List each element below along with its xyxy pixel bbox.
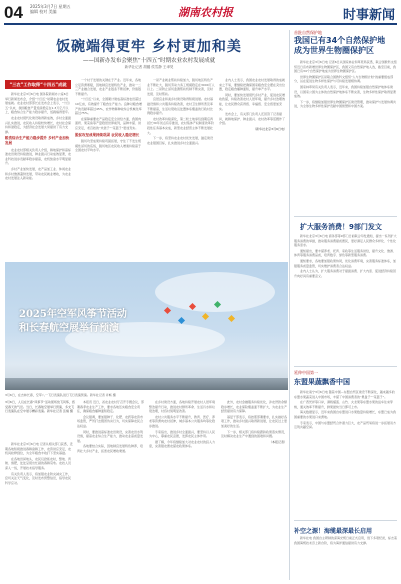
header-rule xyxy=(4,23,397,25)
news-photo xyxy=(5,262,288,390)
lower-article-col-4: 此外，农村金融服务持续优化，涉农贷款余额稳步增长，农业保险覆盖面不断扩大，为农业生产经营提供有力保障。 基层干部表示，将按照部署要求，扎实做好各项工作，推动乡村振兴取得新进展，让农民过上更加美好的生活。 下一步，相关部门将持续跟踪政策落实情况，及时解决农业生产中遇到的困难和问题。 （本报记者） xyxy=(221,400,287,444)
right-headline-3: 东盟果蔬飘香中国 xyxy=(294,378,350,386)
right-headline-1-line-1: 我国已有34个自然保护地 xyxy=(294,36,386,45)
right-article-1: 新华社北京3月6日电 记者6日从国家林业和草原局获悉，联合国教科文组织近日宣布新增世界生物圈保护区，我国又有自然保护地入选，截至目前，我国已有34个自然保护地成为世界生物圈保护区。 世界生物圈保护区是联合国教科文组织“人与生物圈计划”的重要组成部分，旨在促进生物多样性保护与可持续发展相协调。 国家林草局有关负责人表示，近年来，我国持续加强自然保护地体系建设，以国家公园为主体的自然保护地体系不断完善，生物多样性保护取得显著成效。 下一步，将继续加强世界生物圈保护区建设管理，推动保护与发展协调共进，为全球生物多样性保护贡献中国智慧和中国方案。 xyxy=(294,60,397,109)
lower-article-col-2: 本报讯 近日，省农业农村厅召开专题会议，部署春季农业生产工作，要求各地压实粮食安全责任，确保粮食播种面积稳定。 会议强调，要加强种子、化肥、农药等农资市场监管，严厉打击假冒伪劣行为，切实保障农民合法权益。 同时，要推进高标准农田建设，完善农田水利设施，提高农业综合生产能力，推动农业高质量发展。 各地要结合实际，因地制宜发展特色种养，培育壮大乡村产业，拓宽农民增收渠道。 xyxy=(77,400,144,453)
section-head-2: 脱贫攻坚成果持续巩固 农民收入稳定增长 xyxy=(75,132,140,137)
main-article-col-2: 一个村子发展的关键在于产业。近年来，各地立足资源禀赋，因地制宜发展特色产业，推动一二三产业融合发展，农业产业链条不断延伸，价值链不断提升。 “十四五”以来，全国累计建成高标准农田超过10亿亩，有效提升了粮食生产能力。良种对粮食增产的贡献率超过45%，农作物耕种收综合机械化率超过75%。 在保障重要农产品稳定安全供给方面，我国肉蛋奶、果菜鱼等产量稳居世界前列，品种丰富、供应充足，老百姓的“米袋子”“菜篮子”更加充实。 脱贫攻坚成果持续巩固 农民收入稳定增长 脱贫攻坚成果持续巩固拓展，守住了不发生规模性返贫的底线，脱贫地区农民收入增速持续高于全国农村平均水平。 xyxy=(75,78,142,153)
column-divider xyxy=(289,30,290,580)
date-line-1: 2025年3月7日 星期五 xyxy=(30,4,71,9)
right-article-2: 新华社北京3月6日电 商务部等9部门日前联合印发通知，提出一系列扩大服务消费的举措，推动服务消费提质惠民，更好满足人民群众多样化、个性化服务需求。 通知提出，要丰富养老、托育、家政等生活服务供给，提升文化、旅游、体育等服务消费品质，培育数字、绿色等新型服务消费。 通知要求，各地要加强政策协同，优化消费环境，完善服务标准体系，加强服务质量监管，切实维护消费者合法权益。 业内人士认为，扩大服务消费对于提振消费、扩大内需、促进经济持续回升向好具有重要意义。 xyxy=(294,234,397,278)
right-headline-4: 补空之源！海缆最深最长启用 xyxy=(294,528,373,535)
red-tag: “三农”工作取得“十四五”成就 xyxy=(5,80,71,89)
photo-headline-line-1: 2025年空军风筝节活动 xyxy=(19,309,127,320)
right-divider-2 xyxy=(294,366,397,367)
date-line xyxy=(30,4,71,14)
main-article-col-1: 新华社北京3月6日电 国务院新闻办公室6日举行新闻发布会，介绍“十四五”时期农业农村发展成就。农业农村部部长在发布会上表示，“十四五”以来，我国粮食产量连续稳定在1.3万亿斤以上，粮食综合生产能力稳步提升，饭碗端得更牢。 农业农村现代化建设取得新成效，乡村全面振兴扎实推进，农民收入持续较快增长，农村社会保持和谐稳定，为经济社会发展大局提供了有力支撑。 粮食综合生产能力稳步提升 乡村产业加快发展 农业农村部相关负责人介绍，耕地保护和高标准农田建设持续推进，种业振兴行动成效显著，农业科技进步贡献率稳步提高，农机装备水平明显提升。 乡村产业加快发展，农产品加工业、休闲农业和乡村旅游蓬勃发展，带动农民就业增收，为农业农村发展注入新动能。 xyxy=(5,92,71,181)
photo-side-caption: 3月6日，人们在长春“风筝节”活动现场放飞风筝，感受春天的气息。当日，长春航空展举行预演，多支飞行表演队在空中展示精彩表演。新华社记者 张楠 摄 xyxy=(5,400,75,414)
right-divider-3 xyxy=(294,520,397,521)
right-kicker-1: 首批自然保护地 xyxy=(294,30,322,35)
right-headline-1-line-2: 成为世界生物圈保护区 xyxy=(294,46,374,55)
right-article-4: 新华社电 我国自主研制的深海光缆日前正式启用，创下多项纪录，标志着我国海缆技术迈上新台阶，将为海洋通信提供有力支撑。 xyxy=(294,536,397,545)
date-line-2: 编辑 校对 美编 xyxy=(30,9,57,14)
main-article-col-3: 一是产业就业帮扶持续加力，脱贫地区特色产业不断壮大，脱贫劳动力务工规模稳定在3000万人以上。二是防止返贫监测帮扶机制不断完善，及时发现、及时帮扶。 宜居宜业和美乡村建设取得积极进展。农村基础设施和公共服务持续改善，农村卫生厕所普及率不断提高，生活垃圾收运处置体系覆盖的行政村比例稳步提升。 农村改革持续深化，第二轮土地承包到期后再延长30年试点有序推进，农村集体产权制度改革阶段性任务基本完成，新型农业经营主体不断发展壮大。 下一步，将坚持农业农村优先发展，锚定建设农业强国目标，扎实推进乡村全面振兴。 xyxy=(147,78,215,145)
page-header xyxy=(0,0,401,24)
kite-shape xyxy=(164,307,171,314)
section-head-1: 粮食综合生产能力稳步提升 乡村产业加快发展 xyxy=(5,136,70,145)
right-kicker-3: 延伸中国第一 xyxy=(294,370,318,375)
kite-shape xyxy=(202,313,209,320)
main-byline: 新华社记者 胡璐 侯雪静 王聿昊 xyxy=(124,65,174,69)
main-article-col-4: 业内人士表示，我国农业农村发展取得的成就来之不易，要继续把确保国家粮食安全摆在突出位置，稳定粮食播种面积，提升单产水平。 同时，要加快发展现代乡村产业，促进农民增收致富，持续改善农村人居环境，提升乡村治理效能，让农民群众获得感、幸福感、安全感更加充实。 发布会上，有关部门负责人还回答了记者提问，就耕地保护、种业振兴、农村改革等话题作了介绍。 （新华社北京3月6日电） xyxy=(219,78,287,131)
right-divider-1 xyxy=(294,216,397,217)
kite-shape xyxy=(228,315,235,322)
right-headline-1 xyxy=(294,36,398,56)
main-subheadline: ——国新办发布会聚焦“十四五”时期农业农村发展成就 xyxy=(82,58,216,64)
newspaper-logo: 湖南农村报 xyxy=(178,6,233,19)
photo-headline xyxy=(19,308,127,336)
right-article-3: 新华社南宁3月6日电 随着中国—东盟自贸区建设不断深化，越来越多的东盟水果蔬菜进入中国市场，丰富了中国消费者的“果盘子”“菜篮子”。 在广西凭祥等口岸，满载榴莲、山竹、火龙果等东盟水果的货车往来穿梭，通关效率不断提升，鲜果最快当日即可上市。 海关数据显示，近年来我国自东盟进口水果数量持续增长，东盟已成为我国重要的水果进口来源地。 专家表示，中国与东盟经贸合作潜力巨大，农产品贸易将进一步拓展双方互利共赢空间。 xyxy=(294,390,397,430)
lower-article-col-1: 新华社北京3月6日电 记者从相关部门获悉，近期各地积极推进春耕备耕工作，农资供应充足，农机具检修到位，为全年粮食丰收打下坚实基础。 在各地田间地头，农民们抢抓农时，整地、育秧、施肥，处处呈现出忙碌的春耕景象。农技人员深入一线，开展技术指导服务。 有关负责人表示，将加强农业防灾减灾工作，密切关注天气变化，及时发布预警信息，指导农民科学应对。 xyxy=(5,442,73,485)
right-headline-2: 扩大服务消费！9部门发文 xyxy=(300,223,382,231)
photo-ground xyxy=(5,378,288,390)
lower-article-col-3: 在乡村建设方面，各地持续开展农村人居环境整治提升行动，推进农村厕所革命、生活污水和垃圾治理，村容村貌明显改善。 农村公共服务水平不断提升，教育、医疗、养老等资源向农村延伸，城乡基本公共服务均等化稳步推进。 专家指出，推进乡村全面振兴，要坚持以人民为中心，尊重农民意愿，发挥农民主体作用。 据了解，今年将继续加大对农业农村的投入力度，完善强农惠农富农政策体系。 xyxy=(149,400,216,449)
page-number: 04 xyxy=(4,3,23,22)
photo-headline-line-2: 和长春航空展举行预演 xyxy=(19,323,119,334)
section-title: 时事新闻 xyxy=(342,8,395,23)
photo-caption: 3月6日，在吉林长春，空军八一飞行表演队进行飞行表演预演。新华社记者 许畅 摄 xyxy=(5,393,116,397)
main-headline: 饭碗端得更牢 乡村更加和美 xyxy=(56,39,242,55)
